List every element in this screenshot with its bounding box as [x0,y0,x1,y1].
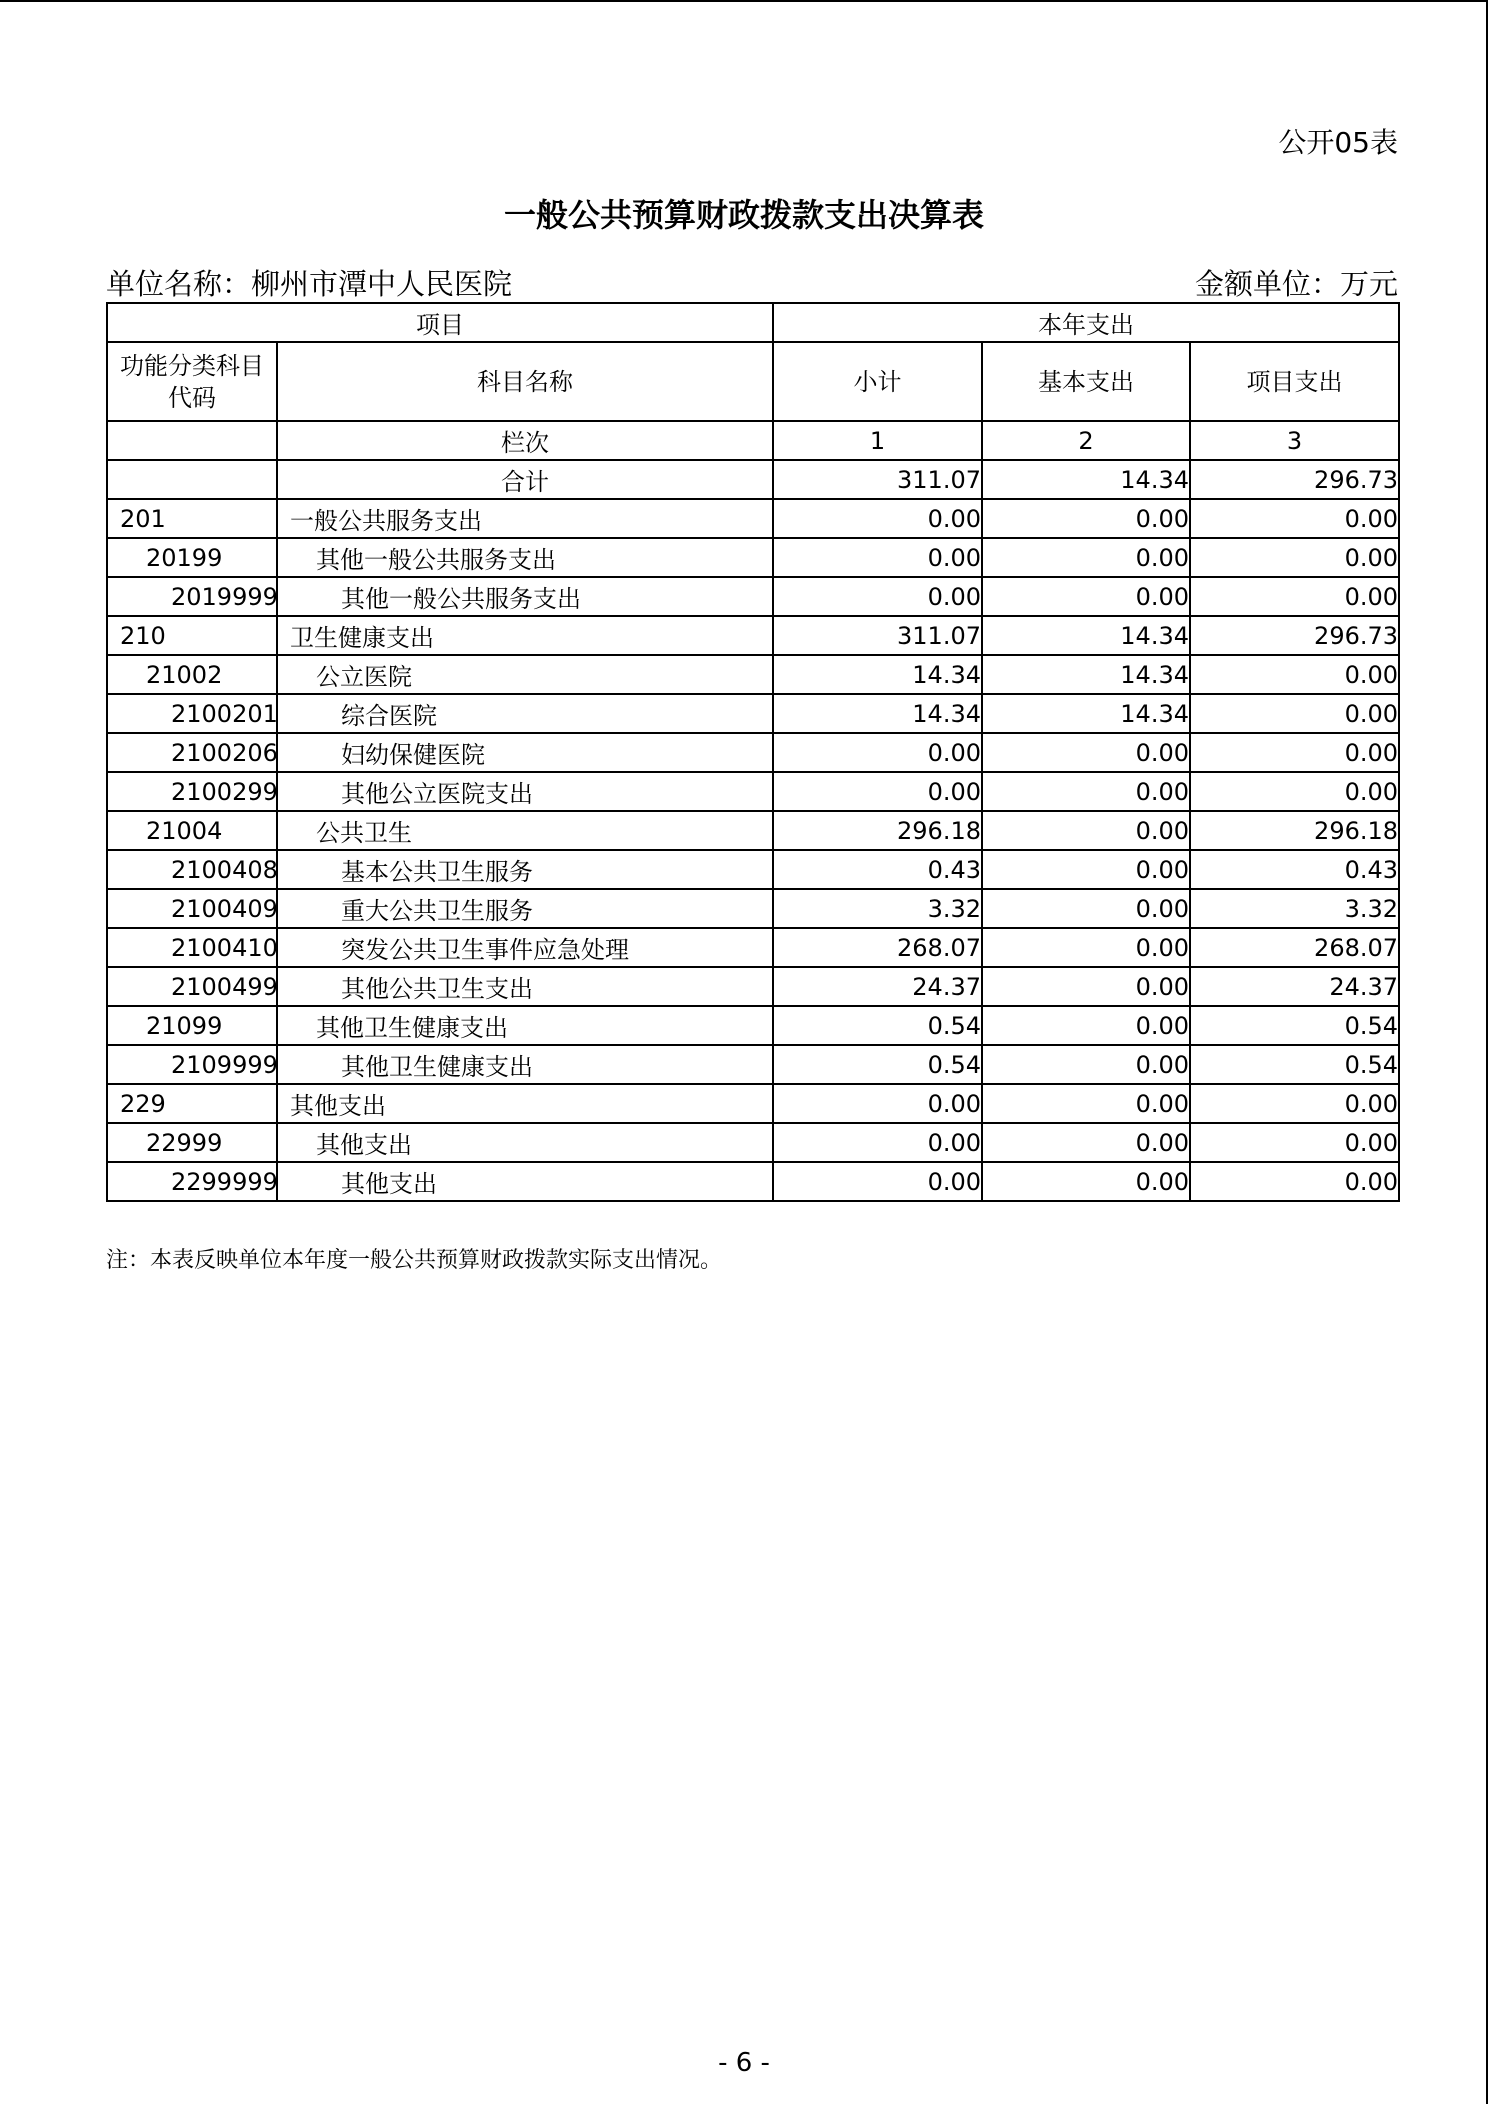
header-row-2 [107,342,1399,421]
row-project: 0.00 [1190,655,1399,694]
table-row [107,928,1399,967]
total-project: 296.73 [1190,460,1399,499]
row-project: 0.00 [1190,538,1399,577]
row-project: 0.00 [1190,499,1399,538]
table-row [107,694,1399,733]
header-subtotal: 小计 [773,342,982,421]
row-basic: 14.34 [982,694,1190,733]
row-subject-name: 一般公共服务支出 [277,499,773,538]
row-project: 0.54 [1190,1006,1399,1045]
row-basic: 0.00 [982,577,1190,616]
table-row [107,733,1399,772]
row-subtotal: 0.00 [773,538,982,577]
total-subtotal: 311.07 [773,460,982,499]
row-code: 21002 [107,655,277,694]
row-code: 2100299 [107,772,277,811]
page-title: 一般公共预算财政拨款支出决算表 [503,196,984,234]
row-basic: 0.00 [982,1006,1190,1045]
row-subject-name: 其他支出 [277,1123,773,1162]
header-project: 项目支出 [1190,342,1399,421]
row-subtotal: 3.32 [773,889,982,928]
table-row [107,889,1399,928]
row-project: 0.00 [1190,577,1399,616]
unit-name: 单位名称：柳州市潭中人民医院 [106,267,513,301]
row-subtotal: 24.37 [773,967,982,1006]
row-code: 2100409 [107,889,277,928]
row-subtotal: 14.34 [773,655,982,694]
row-subtotal: 0.00 [773,1162,982,1201]
row-code: 2100410 [107,928,277,967]
table-row [107,811,1399,850]
table-row [107,655,1399,694]
row-code: 210 [107,616,277,655]
row-basic: 0.00 [982,538,1190,577]
table-row [107,1006,1399,1045]
row-subtotal: 0.00 [773,577,982,616]
column-number-row [107,421,1399,460]
row-code: 22999 [107,1123,277,1162]
column-number-2: 2 [982,421,1190,460]
header-basic: 基本支出 [982,342,1190,421]
footnote: 注：本表反映单位本年度一般公共预算财政拨款实际支出情况。 [106,1248,723,1273]
top-border-line [0,0,1488,2]
row-code: 201 [107,499,277,538]
row-basic: 14.34 [982,616,1190,655]
row-code: 2100499 [107,967,277,1006]
row-project: 0.00 [1190,733,1399,772]
row-subtotal: 311.07 [773,616,982,655]
row-subject-name: 基本公共卫生服务 [277,850,773,889]
row-basic: 0.00 [982,850,1190,889]
form-number: 公开05表 [1278,126,1398,159]
row-subject-name: 其他一般公共服务支出 [277,577,773,616]
row-code: 21004 [107,811,277,850]
row-subtotal: 14.34 [773,694,982,733]
row-subject-name: 妇幼保健医院 [277,733,773,772]
row-basic: 0.00 [982,499,1190,538]
row-subject-name: 其他支出 [277,1084,773,1123]
row-basic: 0.00 [982,889,1190,928]
row-project: 0.43 [1190,850,1399,889]
row-subject-name: 其他卫生健康支出 [277,1006,773,1045]
row-subtotal: 0.00 [773,499,982,538]
row-subject-name: 突发公共卫生事件应急处理 [277,928,773,967]
total-blank [107,460,277,499]
row-project: 0.00 [1190,1162,1399,1201]
table-row [107,967,1399,1006]
row-project: 296.18 [1190,811,1399,850]
row-subject-name: 其他公共卫生支出 [277,967,773,1006]
row-subtotal: 0.00 [773,772,982,811]
row-subtotal: 296.18 [773,811,982,850]
column-number-blank [107,421,277,460]
row-basic: 0.00 [982,928,1190,967]
row-code: 20199 [107,538,277,577]
budget-table [106,302,1400,1202]
row-subtotal: 0.54 [773,1045,982,1084]
row-code: 2100201 [107,694,277,733]
table-row [107,1084,1399,1123]
money-unit: 金额单位：万元 [1194,267,1398,301]
column-number-3: 3 [1190,421,1399,460]
row-subject-name: 其他一般公共服务支出 [277,538,773,577]
row-subtotal: 0.00 [773,1123,982,1162]
table-row [107,499,1399,538]
row-subject-name: 其他卫生健康支出 [277,1045,773,1084]
row-project: 3.32 [1190,889,1399,928]
row-code: 2100408 [107,850,277,889]
page-number: - 6 - [718,2048,770,2078]
row-basic: 0.00 [982,772,1190,811]
row-code: 2019999 [107,577,277,616]
table-row [107,538,1399,577]
row-subtotal: 268.07 [773,928,982,967]
row-project: 0.00 [1190,1123,1399,1162]
table-row [107,1045,1399,1084]
row-basic: 0.00 [982,1045,1190,1084]
row-subtotal: 0.43 [773,850,982,889]
row-basic: 0.00 [982,1162,1190,1201]
total-label: 合计 [277,460,773,499]
header-subject-name: 科目名称 [277,342,773,421]
row-code: 229 [107,1084,277,1123]
row-project: 24.37 [1190,967,1399,1006]
column-number-label: 栏次 [277,421,773,460]
row-project: 0.54 [1190,1045,1399,1084]
total-row [107,460,1399,499]
row-project: 0.00 [1190,694,1399,733]
row-code: 21099 [107,1006,277,1045]
row-subject-name: 其他支出 [277,1162,773,1201]
row-subject-name: 公共卫生 [277,811,773,850]
row-basic: 14.34 [982,655,1190,694]
row-project: 0.00 [1190,772,1399,811]
header-code: 功能分类科目代码 [107,342,277,421]
row-subject-name: 其他公立医院支出 [277,772,773,811]
row-project: 268.07 [1190,928,1399,967]
total-basic: 14.34 [982,460,1190,499]
column-number-1: 1 [773,421,982,460]
row-subject-name: 重大公共卫生服务 [277,889,773,928]
table-row [107,1162,1399,1201]
row-basic: 0.00 [982,733,1190,772]
row-project: 0.00 [1190,1084,1399,1123]
row-subtotal: 0.00 [773,733,982,772]
header-row-1 [107,303,1399,342]
table-row [107,616,1399,655]
row-subtotal: 0.00 [773,1084,982,1123]
table-row [107,577,1399,616]
row-subject-name: 综合医院 [277,694,773,733]
row-code: 2299999 [107,1162,277,1201]
row-basic: 0.00 [982,967,1190,1006]
header-current-year: 本年支出 [773,303,1399,342]
row-subtotal: 0.54 [773,1006,982,1045]
row-code: 2109999 [107,1045,277,1084]
table-row [107,850,1399,889]
row-basic: 0.00 [982,811,1190,850]
header-item: 项目 [107,303,773,342]
table-row [107,772,1399,811]
row-subject-name: 卫生健康支出 [277,616,773,655]
row-code: 2100206 [107,733,277,772]
row-basic: 0.00 [982,1084,1190,1123]
row-basic: 0.00 [982,1123,1190,1162]
row-subject-name: 公立医院 [277,655,773,694]
table-row [107,1123,1399,1162]
row-project: 296.73 [1190,616,1399,655]
